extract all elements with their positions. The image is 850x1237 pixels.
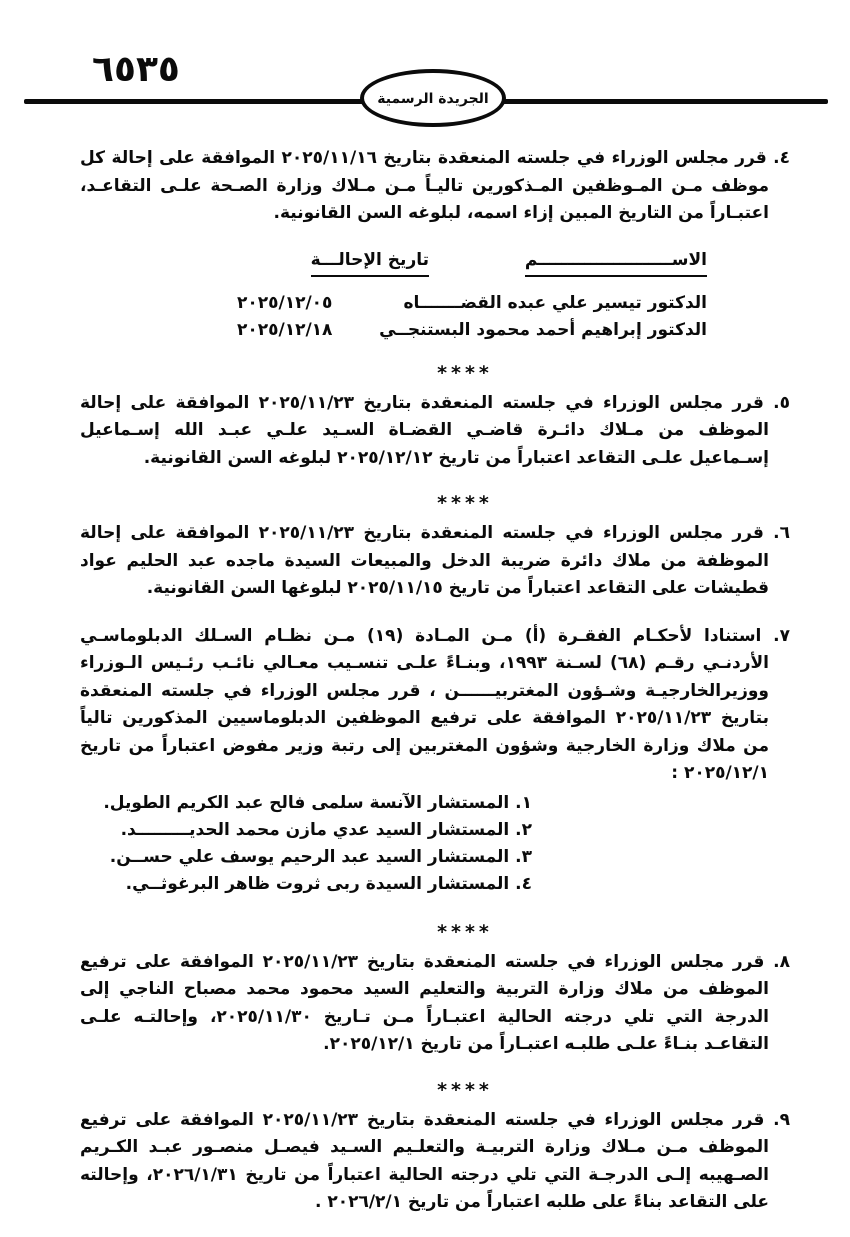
table-cell-name: الدكتور تيسير علي عبده القضـــــــاه (403, 292, 707, 313)
decree-item-6: ٦. قرر مجلس الوزراء في جلسته المنعقدة بتاريخ ٢٠٢٥/١١/٢٣ الموافقة على إحالة الموظفة من ملاك دائرة ضريبة الدخل والمبيعات السيدة ماجده عبد الحليم عواد قطيشات على التقاعد اعتباراً من تاريخ ٢٠٢٥/١١/١٥ لبلوغها السن القانونية. (80, 523, 790, 598)
promotion-list-item: ١. المستشار الآنسة سلمى فالح عبد الكريم الطويل. (103, 792, 532, 813)
decree-item-5: ٥. قرر مجلس الوزراء في جلسته المنعقدة بتاريخ ٢٠٢٥/١١/٢٣ الموافقة على إحالة الموظف من مـلاك دائـرة قاضـي القضـاة السـيد علـي عبـد الله إسـماعيل إسـماعيل علـى التقاعد اعتباراً من تاريخ ٢٠٢٥/١٢/١٢ لبلوغه السن القانونية. (80, 392, 790, 468)
decree-item-7: ٧. استنادا لأحكـام الفقـرة (أ) مـن المـادة (١٩) مـن نظـام السـلك الدبلوماسـي الأردنـي رقـم (٦٨) لسـنة ١٩٩٣، وبنـاءً علـى تنسـيب معـالي نائـب رئـيس الـوزراء ووزيرالخارجيـة وشـؤون المغتربيــــــن ، قرر مجلس الوزراء في جلسته المنعقدة بتاريخ ٢٠٢٥/١١/٢٣ الموافقة على ترفيع الموظفين الدبلوماسيين المذكورين تالياً من ملاك وزارة الخارجية وشؤون المغتربين إلى رتبة وزير مفوض اعتباراً من تاريخ ٢٠٢٥/١٢/١ : (80, 625, 790, 783)
page-number: ٦٥٣٥ (92, 49, 180, 90)
decrees-content (80, 145, 790, 1237)
table-cell-date: ٢٠٢٥/١٢/١٨ (237, 319, 333, 340)
gazette-badge (360, 69, 506, 127)
promotion-list-item: ٢. المستشار السيد عدي مازن محمد الحديـــــــــد. (120, 819, 532, 840)
decree-item-9: ٩. قرر مجلس الوزراء في جلسته المنعقدة بتاريخ ٢٠٢٥/١١/٢٣ الموافقة على ترفيع الموظف مـن مـلاك وزارة التربيـة والتعلـيم السـيد فيصـل منصـور عبـد الكـريم الصـهيبه إلـى الدرجـة التي تلي درجته الحالية اعتباراً من تاريخ ٢٠٢٦/١/٣١، وإحالته على التقاعد بناءً على طلبه اعتباراً من تاريخ ٢٠٢٦/٢/١ . (80, 1109, 791, 1212)
section-separator: **** (437, 920, 493, 943)
table-cell-name: الدكتور إبراهيم أحمد محمود البستنجــي (379, 319, 707, 340)
promotion-list (80, 790, 532, 898)
promotion-list-item: ٤. المستشار السيدة ربى ثروت ظاهر البرغوثــي. (125, 873, 532, 894)
table-header-date: تاريخ الإحالـــة (311, 248, 429, 277)
referral-table (80, 248, 707, 344)
promotion-list-item: ٣. المستشار السيد عبد الرحيم يوسف علي حســن. (109, 846, 532, 867)
decree-item-4: ٤. قرر مجلس الوزراء في جلسته المنعقدة بتاريخ ٢٠٢٥/١١/١٦ الموافقة على إحالة كل موظف مـن المـوظفين المـذكورين تاليـاً مـن مـلاك وزارة الصـحة علـى التقاعـد، اعتبـاراً من التاريخ المبين إزاء اسمه، لبلوغه السن القانونية. (80, 148, 790, 223)
table-column-dates (237, 248, 429, 344)
section-separator: **** (437, 361, 493, 384)
table-header-name: الاســـــــــــــــــــــــم (525, 248, 707, 277)
decree-item-8: ٨. قرر مجلس الوزراء في جلسته المنعقدة بتاريخ ٢٠٢٥/١١/٢٣ الموافقة على ترفيع الموظف من ملاك وزارة التربية والتعليم السيد محمود محمد مصباح الناجي إلى الدرجة التي تلي درجته الحالية اعتبـاراً مـن تـاريخ ٢٠٢٥/١١/٣٠، وإحالتـه علـى التقاعـد بنـاءً علـى طلبـه اعتبـاراً من تاريخ ٢٠٢٥/١٢/١. (80, 951, 791, 1054)
table-column-names (379, 248, 707, 344)
section-separator: **** (437, 492, 493, 514)
table-cell-date: ٢٠٢٥/١٢/٠٥ (237, 292, 333, 313)
gazette-badge-label: الجريدة الرسمية (377, 91, 489, 107)
section-separator: **** (437, 1078, 493, 1101)
